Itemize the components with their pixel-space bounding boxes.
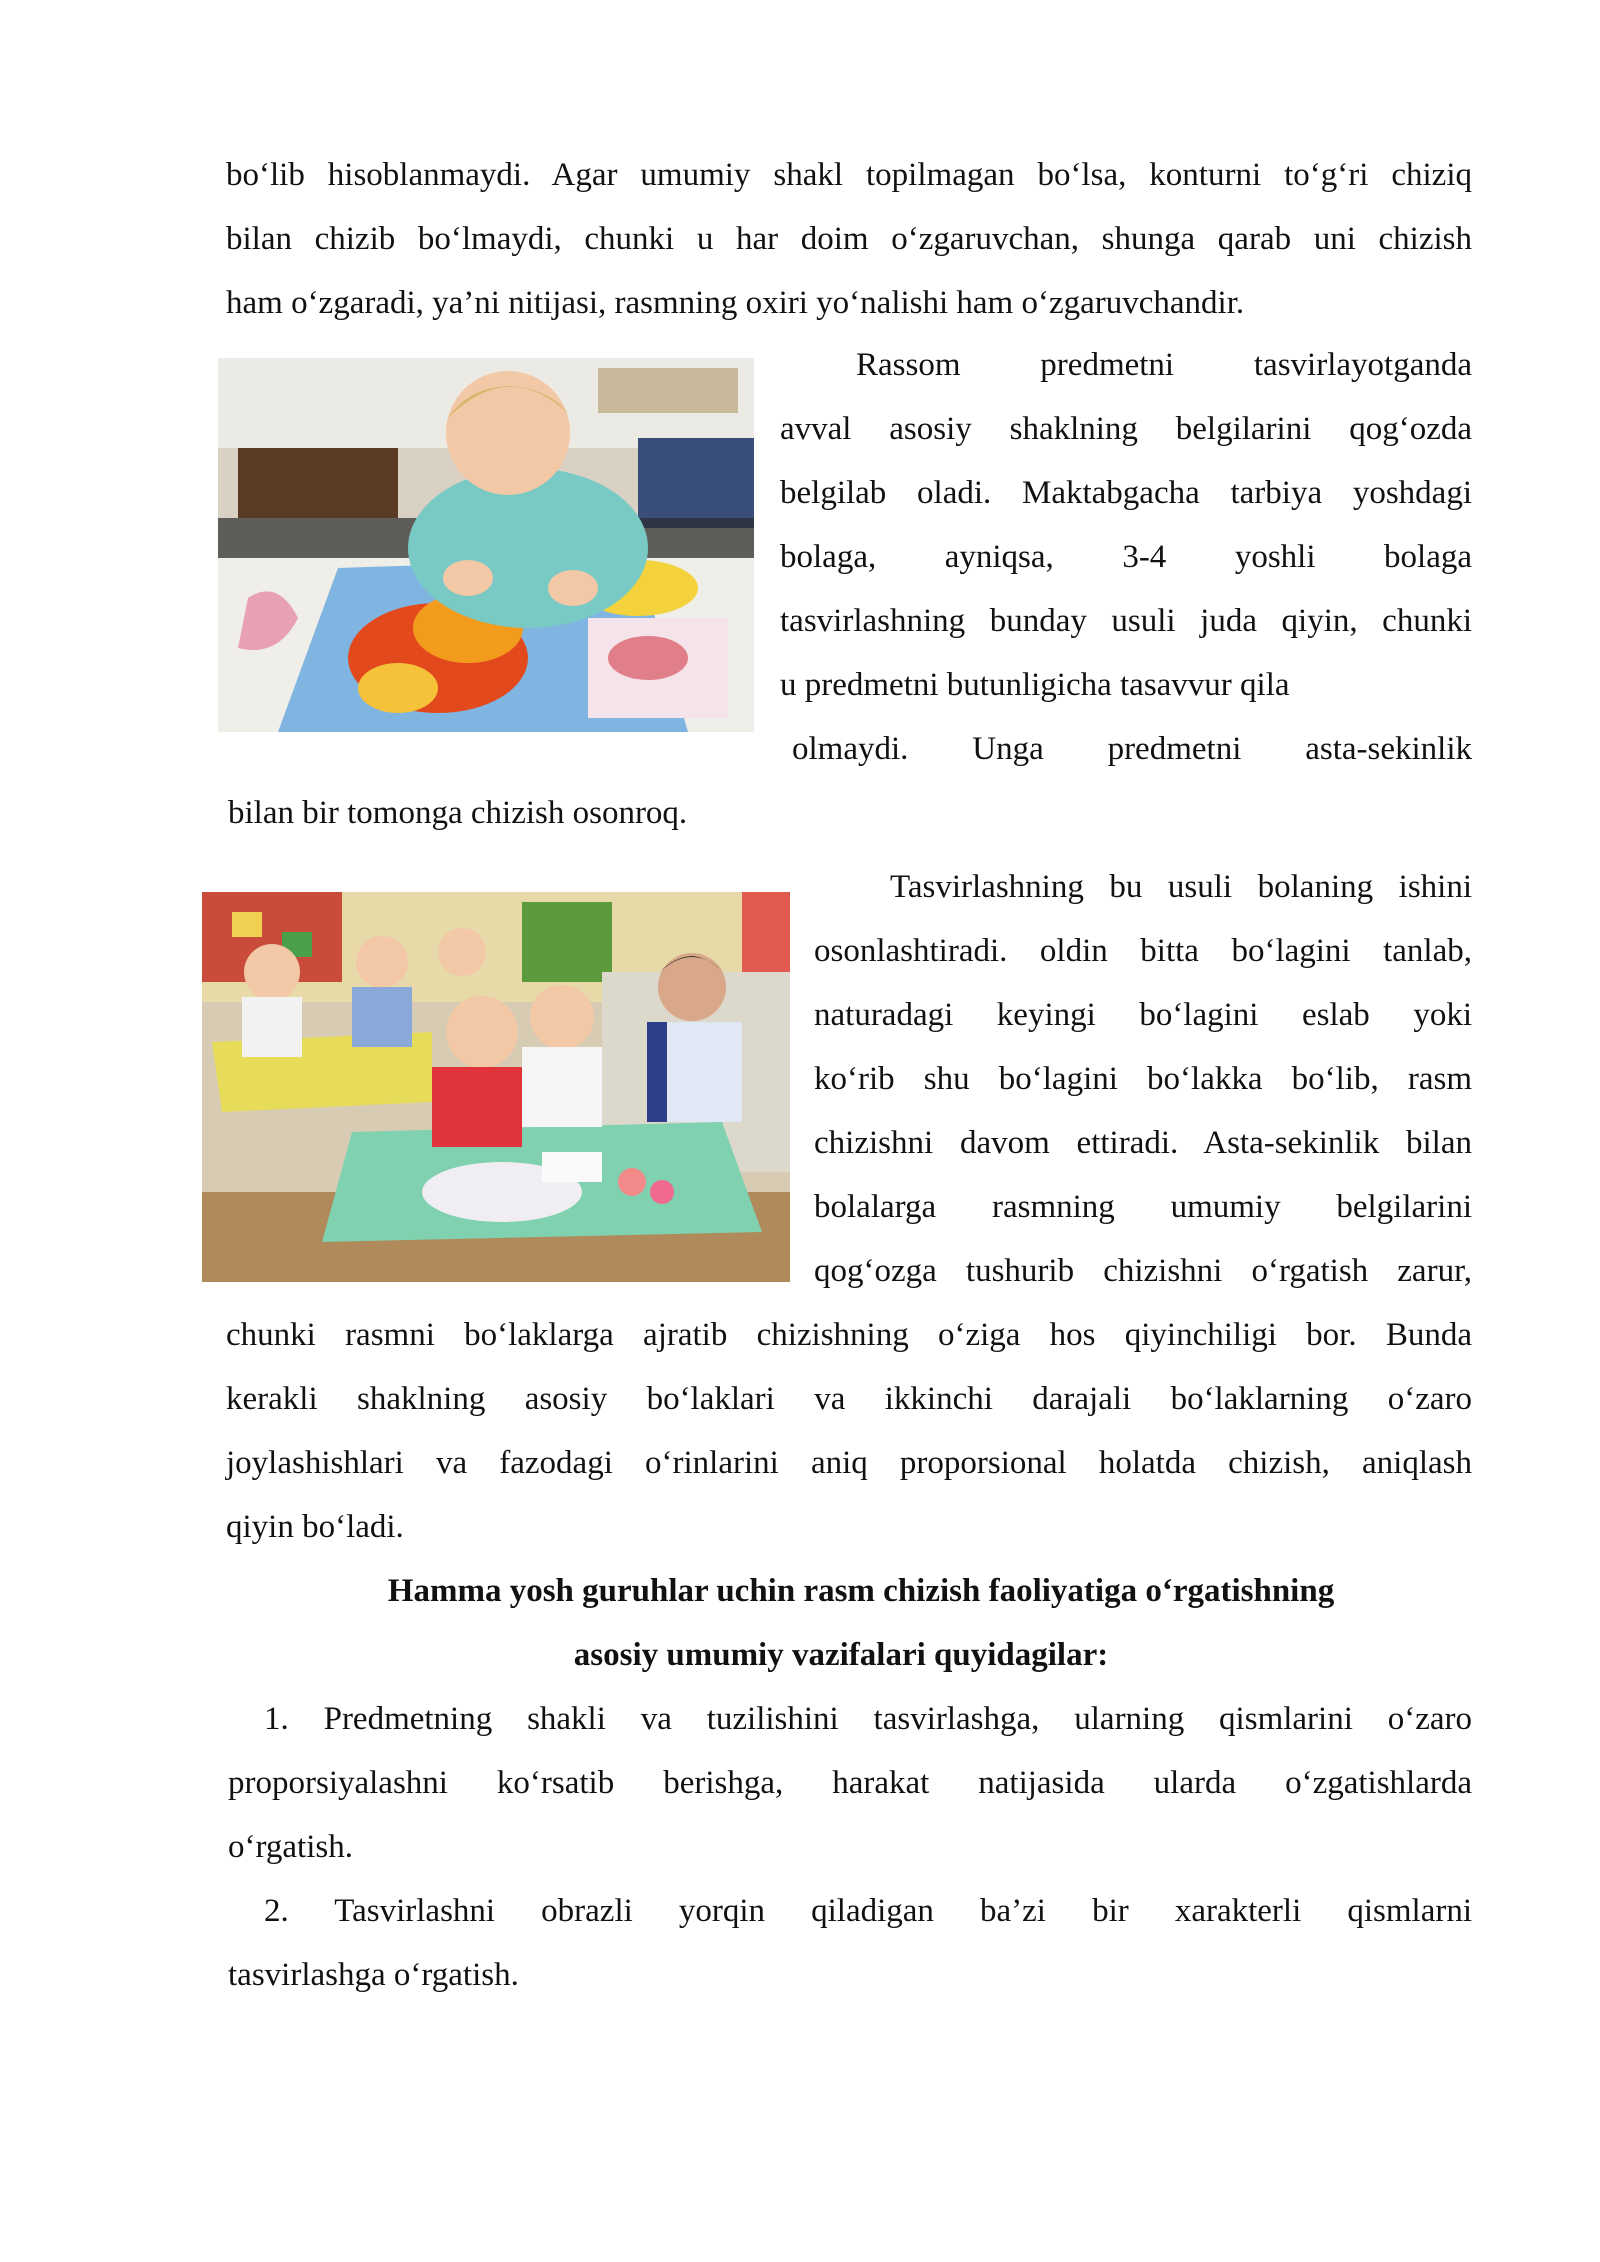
text-line: naturadagi keyingi bo‘lagini eslab yoki [814, 997, 1472, 1033]
text-line: bilan bir tomonga chizish osonroq. [228, 795, 688, 831]
text-line: ko‘rib shu bo‘lagini bo‘lakka bo‘lib, rasm [814, 1061, 1472, 1097]
text-line: olmaydi. Unga predmetni asta-sekinlik [792, 731, 1472, 767]
text-line: tasvirlashning bunday usuli juda qiyin, chunki [780, 603, 1472, 639]
children-at-table-photo [202, 892, 790, 1282]
list-item: tasvirlashga o‘rgatish. [228, 1957, 519, 1993]
text-line: kerakli shaklning asosiy bo‘laklari va ikkinchi darajali bo‘laklarning o‘zaro [226, 1381, 1472, 1417]
text-line: bilan chizib bo‘lmaydi, chunki u har doim o‘zgaruvchan, shunga qarab uni chizish [226, 221, 1472, 257]
text-line: belgilab oladi. Maktabgacha tarbiya yoshdagi [780, 475, 1472, 511]
text-line: osonlashtiradi. oldin bitta bo‘lagini tanlab, [814, 933, 1472, 969]
text-line: ham o‘zgaradi, ya’ni nitijasi, rasmning oxiri yo‘nalishi ham o‘zgaruvchandir. [226, 285, 1245, 321]
list-item: 1. Predmetning shakli va tuzilishini tasvirlashga, ularning qismlarini o‘zaro [264, 1701, 1472, 1737]
text-line: chunki rasmni bo‘laklarga ajratib chizishning o‘ziga hos qiyinchiligi bor. Bunda [226, 1317, 1472, 1353]
text-line: Tasvirlashning bu usuli bolaning ishini [890, 869, 1472, 905]
text-line: bolaga, ayniqsa, 3-4 yoshli bolaga [780, 539, 1472, 575]
text-line: qog‘ozga tushurib chizishni o‘rgatish zarur, [814, 1253, 1472, 1289]
text-line: bolalarga rasmning umumiy belgilarini [814, 1189, 1472, 1225]
text-line: u predmetni butunligicha tasavvur qila [780, 667, 1290, 703]
section-heading: Hamma yosh guruhlar uchin rasm chizish faoliyatiga o‘rgatishning [387, 1573, 1335, 1609]
text-line: chizishni davom ettiradi. Asta-sekinlik bilan [814, 1125, 1472, 1161]
text-line: joylashishlari va fazodagi o‘rinlarini aniq proporsional holatda chizish, aniqlash [226, 1445, 1472, 1481]
text-line: avval asosiy shaklning belgilarini qog‘ozda [780, 411, 1472, 447]
text-line: Rassom predmetni tasvirlayotganda [856, 347, 1472, 383]
child-painting-photo [218, 358, 754, 732]
list-item: proporsiyalashni ko‘rsatib berishga, harakat natijasida ularda o‘zgatishlarda [228, 1765, 1472, 1801]
list-item: o‘rgatish. [228, 1829, 353, 1865]
list-item: 2. Tasvirlashni obrazli yorqin qiladigan ba’zi bir xarakterli qismlarni [264, 1893, 1472, 1929]
text-line: qiyin bo‘ladi. [226, 1509, 404, 1545]
section-heading: asosiy umumiy vazifalari quyidagilar: [573, 1637, 1109, 1673]
text-line: bo‘lib hisoblanmaydi. Agar umumiy shakl topilmagan bo‘lsa, konturni to‘g‘ri chiziq [226, 157, 1472, 193]
